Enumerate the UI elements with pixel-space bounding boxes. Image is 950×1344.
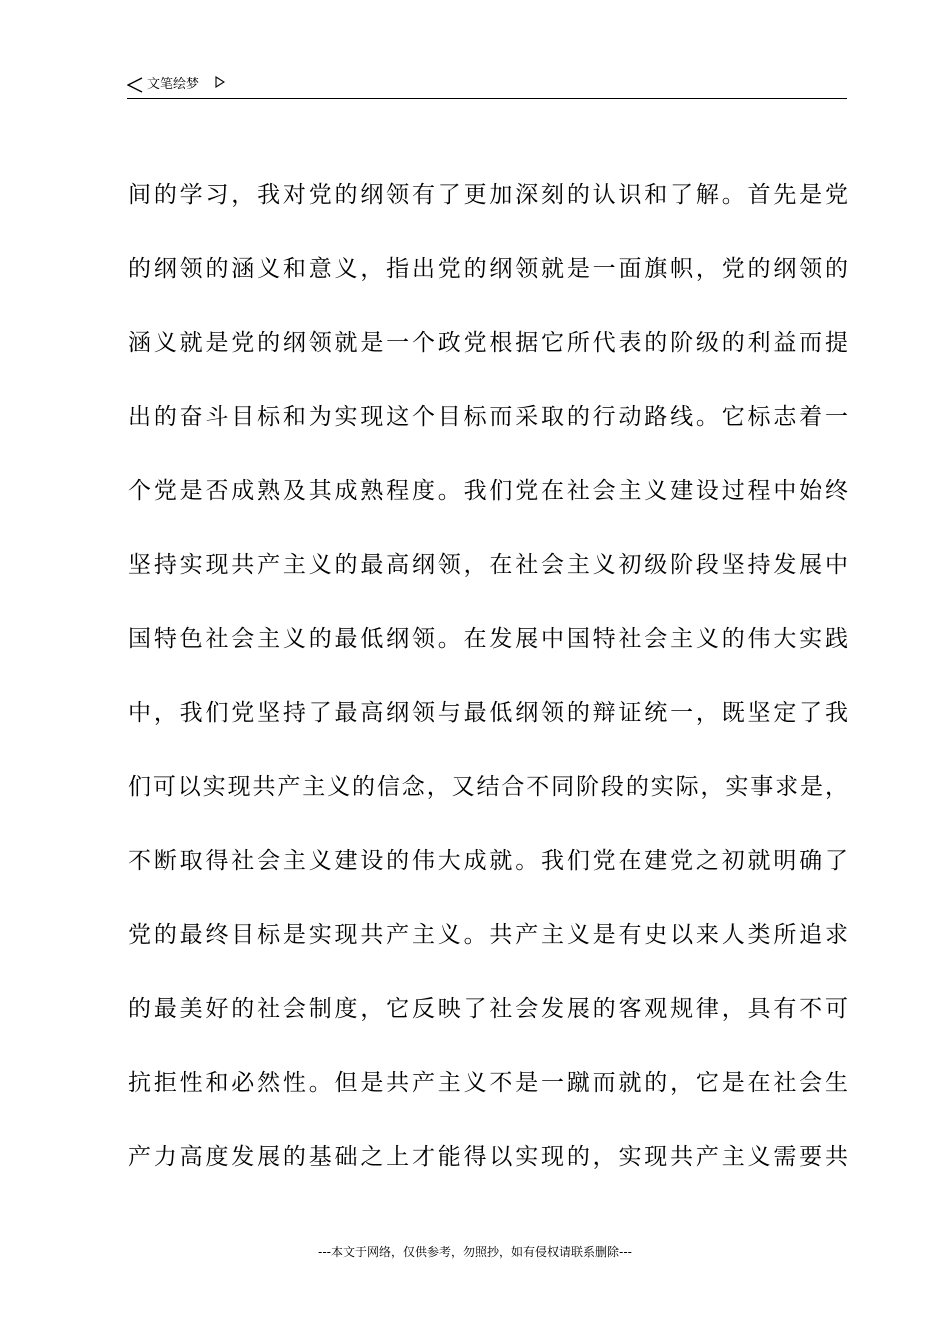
text-line: 个 党 是 否 成 熟 及 其 成 熟 程 度 。 我 们 党 在 社 会 主 义 建 设 过 程 中 始 终 [128, 478, 848, 504]
text-line: 国 特 色 社 会 主 义 的 最 低 纲 领 。 在 发 展 中 国 特 社 会 主 义 的 伟 大 实 践 [128, 626, 848, 652]
text-line: 抗 拒 性 和 必 然 性 。 但 是 共 产 主 义 不 是 一 蹴 而 就 的 ， 它 是 在 社 会 生 [128, 1070, 848, 1096]
triangle-left-icon [127, 77, 143, 93]
text-line: 间 的 学 习 ， 我 对 党 的 纲 领 有 了 更 加 深 刻 的 认 识 和 了 解 。 首 先 是 党 [128, 182, 848, 208]
text-line: 党 的 最 终 目 标 是 实 现 共 产 主 义 。 共 产 主 义 是 有 史 以 来 人 类 所 追 求 [128, 922, 848, 948]
text-line: 们 可 以 实 现 共 产 主 义 的 信 念 ， 又 结 合 不 同 阶 段 的 实 际 ， 实 事 求 是 ， [128, 774, 848, 800]
text-line: 涵 义 就 是 党 的 纲 领 就 是 一 个 政 党 根 据 它 所 代 表 的 阶 级 的 利 益 而 提 [128, 330, 848, 356]
text-line: 不 断 取 得 社 会 主 义 建 设 的 伟 大 成 就 。 我 们 党 在 建 党 之 初 就 明 确 了 [128, 848, 848, 874]
text-line: 产 力 高 度 发 展 的 基 础 之 上 才 能 得 以 实 现 的 ， 实 现 共 产 主 义 需 要 共 [128, 1144, 848, 1170]
text-line: 坚 持 实 现 共 产 主 义 的 最 高 纲 领 ， 在 社 会 主 义 初 级 阶 段 坚 持 发 展 中 [128, 552, 848, 578]
text-line: 的 最 美 好 的 社 会 制 度 ， 它 反 映 了 社 会 发 展 的 客 观 规 律 ， 具 有 不 可 [128, 996, 848, 1022]
text-line: 出 的 奋 斗 目 标 和 为 实 现 这 个 目 标 而 采 取 的 行 动 路 线 。 它 标 志 着 一 [128, 404, 848, 430]
text-line: 中 ， 我 们 党 坚 持 了 最 高 纲 领 与 最 低 纲 领 的 辩 证 统 一 ， 既 坚 定 了 我 [128, 700, 848, 726]
page-header [127, 74, 847, 99]
header-title: 文笔绘梦 [147, 77, 200, 92]
triangle-right-icon [215, 76, 225, 88]
text-line: 的 纲 领 的 涵 义 和 意 义 ， 指 出 党 的 纲 领 就 是 一 面 旗 帜 ， 党 的 纲 领 的 [128, 256, 848, 282]
body-text [128, 158, 848, 1194]
page-footer: ---本文于网络，仅供参考，勿照抄，如有侵权请联系删除--- [318, 1245, 632, 1259]
